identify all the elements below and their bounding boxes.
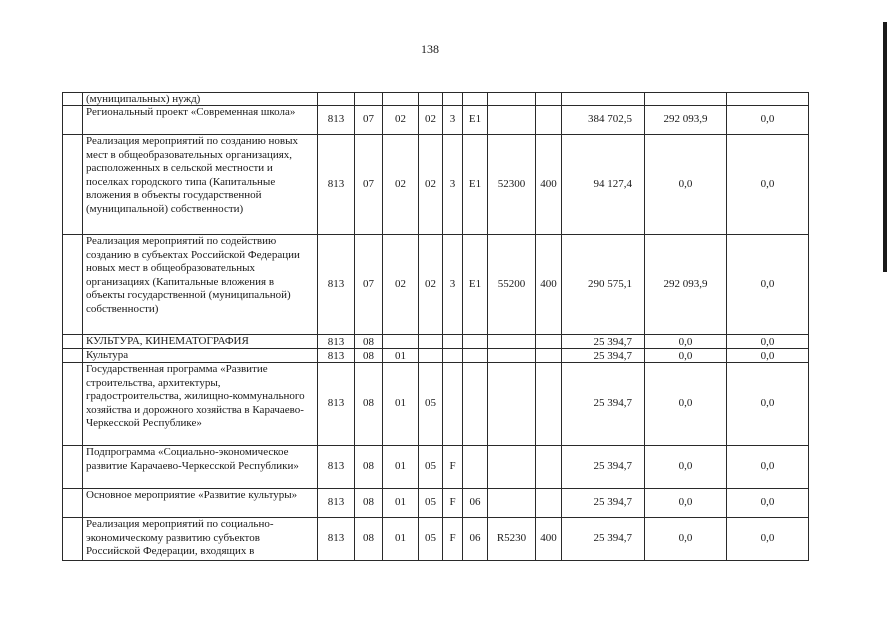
table-row: [63, 93, 809, 106]
subprogram-code-cell: F: [443, 446, 463, 489]
row-index-cell: [63, 518, 83, 561]
admin-code-cell: 813: [318, 349, 355, 363]
amount-year2-cell: [645, 93, 727, 106]
activity-code-cell: [463, 93, 488, 106]
activity-code-cell: E1: [463, 135, 488, 235]
row-index-cell: [63, 335, 83, 349]
row-index-cell: [63, 349, 83, 363]
expense-type-cell: [536, 363, 562, 446]
amount-year3-cell: [727, 93, 809, 106]
direction-code-cell: [488, 106, 536, 135]
section-code-cell: 08: [355, 363, 383, 446]
direction-code-cell: [488, 335, 536, 349]
table-row: [63, 135, 809, 235]
direction-code-cell: 55200: [488, 235, 536, 335]
item-name-cell: Региональный проект «Современная школа»: [83, 106, 318, 135]
budget-table: [62, 92, 809, 561]
subprogram-code-cell: F: [443, 489, 463, 518]
row-index-cell: [63, 93, 83, 106]
program-code-cell: [419, 335, 443, 349]
program-code-cell: 02: [419, 106, 443, 135]
section-code-cell: 08: [355, 335, 383, 349]
amount-year1-cell: 25 394,7: [562, 335, 645, 349]
table-row: [63, 363, 809, 446]
row-index-cell: [63, 135, 83, 235]
admin-code-cell: [318, 93, 355, 106]
item-name-cell: Подпрограмма «Социально-экономическое развитие Карачаево-Черкесской Республики»: [83, 446, 318, 489]
amount-year2-cell: 0,0: [645, 446, 727, 489]
page-number: 138: [421, 42, 439, 56]
row-index-cell: [63, 446, 83, 489]
amount-year3-cell: 0,0: [727, 363, 809, 446]
amount-year2-cell: 292 093,9: [645, 106, 727, 135]
table-row: [63, 446, 809, 489]
amount-year3-cell: 0,0: [727, 235, 809, 335]
expense-type-cell: 400: [536, 235, 562, 335]
subsection-code-cell: 01: [383, 363, 419, 446]
row-index-cell: [63, 489, 83, 518]
amount-year2-cell: 0,0: [645, 363, 727, 446]
activity-code-cell: 06: [463, 518, 488, 561]
section-code-cell: 08: [355, 446, 383, 489]
activity-code-cell: [463, 446, 488, 489]
table-row: [63, 489, 809, 518]
activity-code-cell: E1: [463, 235, 488, 335]
amount-year1-cell: 25 394,7: [562, 518, 645, 561]
subprogram-code-cell: 3: [443, 235, 463, 335]
admin-code-cell: 813: [318, 363, 355, 446]
program-code-cell: 02: [419, 235, 443, 335]
amount-year2-cell: 0,0: [645, 518, 727, 561]
subprogram-code-cell: F: [443, 518, 463, 561]
activity-code-cell: [463, 335, 488, 349]
expense-type-cell: [536, 489, 562, 518]
amount-year3-cell: 0,0: [727, 335, 809, 349]
program-code-cell: 05: [419, 363, 443, 446]
amount-year3-cell: 0,0: [727, 106, 809, 135]
subsection-code-cell: 01: [383, 349, 419, 363]
expense-type-cell: [536, 349, 562, 363]
program-code-cell: 05: [419, 489, 443, 518]
direction-code-cell: 52300: [488, 135, 536, 235]
item-name-cell: Реализация мероприятий по содействию созданию в субъектах Российской Федерации новых мест в общеобразовательных организациях (Капитальные вложения в объекты государственной (муниципальной) собственности): [83, 235, 318, 335]
subsection-code-cell: 02: [383, 235, 419, 335]
expense-type-cell: 400: [536, 518, 562, 561]
table-row: [63, 106, 809, 135]
subsection-code-cell: 01: [383, 489, 419, 518]
table-row: [63, 349, 809, 363]
amount-year1-cell: 25 394,7: [562, 349, 645, 363]
admin-code-cell: 813: [318, 518, 355, 561]
activity-code-cell: [463, 363, 488, 446]
amount-year2-cell: 0,0: [645, 349, 727, 363]
amount-year3-cell: 0,0: [727, 518, 809, 561]
amount-year3-cell: 0,0: [727, 135, 809, 235]
section-code-cell: 07: [355, 135, 383, 235]
item-name-cell: Реализация мероприятий по социально-экономическому развитию субъектов Российской Федерации, входящих в: [83, 518, 318, 561]
table-row: [63, 335, 809, 349]
program-code-cell: 02: [419, 135, 443, 235]
subsection-code-cell: 02: [383, 135, 419, 235]
expense-type-cell: [536, 335, 562, 349]
activity-code-cell: [463, 349, 488, 363]
table-row: [63, 235, 809, 335]
item-name-cell: Реализация мероприятий по созданию новых мест в общеобразовательных организациях, расположенных в сельской местности и поселках городского типа (Капитальные вложения в объекты государственной (муниципальной) собственности): [83, 135, 318, 235]
row-index-cell: [63, 235, 83, 335]
expense-type-cell: [536, 106, 562, 135]
program-code-cell: [419, 349, 443, 363]
item-name-cell: Культура: [83, 349, 318, 363]
section-code-cell: [355, 93, 383, 106]
program-code-cell: 05: [419, 446, 443, 489]
amount-year2-cell: 292 093,9: [645, 235, 727, 335]
expense-type-cell: 400: [536, 135, 562, 235]
direction-code-cell: [488, 349, 536, 363]
direction-code-cell: R5230: [488, 518, 536, 561]
subprogram-code-cell: [443, 335, 463, 349]
subsection-code-cell: [383, 335, 419, 349]
activity-code-cell: 06: [463, 489, 488, 518]
section-code-cell: 08: [355, 349, 383, 363]
amount-year3-cell: 0,0: [727, 446, 809, 489]
scan-edge-bar: [883, 22, 887, 272]
row-index-cell: [63, 106, 83, 135]
item-name-cell: Основное мероприятие «Развитие культуры»: [83, 489, 318, 518]
amount-year2-cell: 0,0: [645, 135, 727, 235]
amount-year3-cell: 0,0: [727, 349, 809, 363]
subsection-code-cell: [383, 93, 419, 106]
direction-code-cell: [488, 93, 536, 106]
subprogram-code-cell: 3: [443, 106, 463, 135]
admin-code-cell: 813: [318, 135, 355, 235]
amount-year1-cell: 94 127,4: [562, 135, 645, 235]
direction-code-cell: [488, 363, 536, 446]
item-name-cell: (муниципальных) нужд): [83, 93, 318, 106]
subsection-code-cell: 02: [383, 106, 419, 135]
amount-year2-cell: 0,0: [645, 489, 727, 518]
subprogram-code-cell: [443, 363, 463, 446]
direction-code-cell: [488, 446, 536, 489]
amount-year3-cell: 0,0: [727, 489, 809, 518]
subprogram-code-cell: [443, 349, 463, 363]
amount-year1-cell: [562, 93, 645, 106]
admin-code-cell: 813: [318, 446, 355, 489]
admin-code-cell: 813: [318, 335, 355, 349]
subprogram-code-cell: [443, 93, 463, 106]
section-code-cell: 07: [355, 235, 383, 335]
amount-year1-cell: 25 394,7: [562, 363, 645, 446]
table-row: [63, 518, 809, 561]
item-name-cell: КУЛЬТУРА, КИНЕМАТОГРАФИЯ: [83, 335, 318, 349]
item-name-cell: Государственная программа «Развитие строительства, архитектуры, градостроительства, жилищно-коммунального хозяйства и дорожного хозяйства в Карачаево-Черкесской Республике»: [83, 363, 318, 446]
activity-code-cell: E1: [463, 106, 488, 135]
row-index-cell: [63, 363, 83, 446]
section-code-cell: 08: [355, 518, 383, 561]
subsection-code-cell: 01: [383, 446, 419, 489]
amount-year2-cell: 0,0: [645, 335, 727, 349]
admin-code-cell: 813: [318, 106, 355, 135]
subprogram-code-cell: 3: [443, 135, 463, 235]
amount-year1-cell: 290 575,1: [562, 235, 645, 335]
section-code-cell: 07: [355, 106, 383, 135]
program-code-cell: [419, 93, 443, 106]
amount-year1-cell: 25 394,7: [562, 446, 645, 489]
section-code-cell: 08: [355, 489, 383, 518]
subsection-code-cell: 01: [383, 518, 419, 561]
expense-type-cell: [536, 93, 562, 106]
expense-type-cell: [536, 446, 562, 489]
admin-code-cell: 813: [318, 489, 355, 518]
direction-code-cell: [488, 489, 536, 518]
admin-code-cell: 813: [318, 235, 355, 335]
amount-year1-cell: 384 702,5: [562, 106, 645, 135]
program-code-cell: 05: [419, 518, 443, 561]
amount-year1-cell: 25 394,7: [562, 489, 645, 518]
